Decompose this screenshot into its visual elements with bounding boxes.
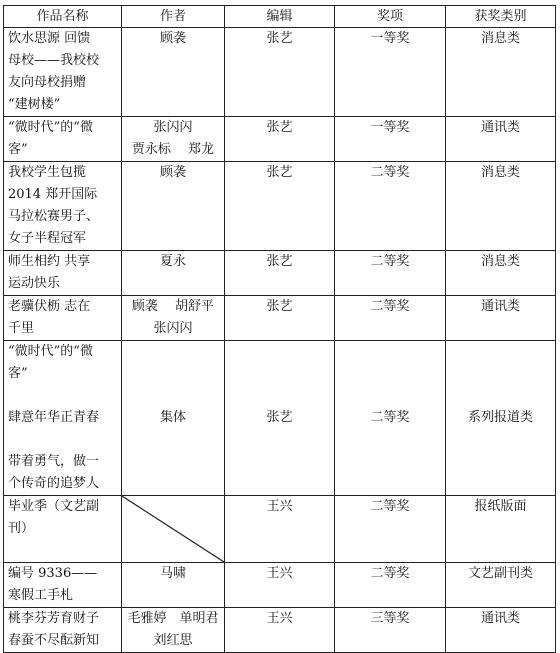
award-cell: 一等奖 (335, 117, 446, 162)
editor-cell: 张艺 (225, 117, 335, 162)
table-row (4, 341, 556, 496)
award-cell: 二等奖 (335, 162, 446, 251)
diagonal-strike-line (122, 496, 224, 562)
award-cell: 二等奖 (335, 296, 446, 341)
editor-cell: 王兴 (225, 608, 335, 653)
category-cell: 消息类 (446, 162, 556, 251)
author-cell: 夏永 (122, 251, 225, 296)
table-row (4, 117, 556, 162)
award-cell: 二等奖 (335, 496, 446, 563)
header-editor: 编辑 (225, 6, 335, 28)
work-title: 我校学生包揽 2014 郑开国际 马拉松赛男子、 女子半程冠军 (4, 162, 122, 251)
work-title: 桃李芬芳育财子 春蚕不尽酝新知 (4, 608, 122, 653)
work-title: 编号 9336—— 寒假工手札 (4, 563, 122, 608)
table-row (4, 251, 556, 296)
awards-table (3, 5, 556, 653)
table-row (4, 162, 556, 251)
header-row (4, 6, 556, 28)
editor-cell: 张艺 (225, 341, 335, 496)
editor-cell: 张艺 (225, 28, 335, 117)
category-cell: 消息类 (446, 28, 556, 117)
award-cell: 三等奖 (335, 608, 446, 653)
work-title: 老骥伏枥 志在 千里 (4, 296, 122, 341)
table-row (4, 608, 556, 653)
header-award: 奖项 (335, 6, 446, 28)
category-cell: 报纸版面 (446, 496, 556, 563)
header-author: 作者 (122, 6, 225, 28)
award-cell: 二等奖 (335, 251, 446, 296)
author-cell: 顾袭 (122, 162, 225, 251)
author-cell: 顾袭 (122, 28, 225, 117)
editor-cell: 王兴 (225, 496, 335, 563)
empty-author-cell (122, 496, 225, 563)
author-cell: 顾袭 胡舒平 张闪闪 (122, 296, 225, 341)
category-cell: 文艺副刊类 (446, 563, 556, 608)
category-cell: 通讯类 (446, 117, 556, 162)
work-title: “微时代”的“微 客” (4, 117, 122, 162)
work-title: “微时代”的“微 客” 肆意年华正青春 带着勇气，做一 个传奇的追梦人 (4, 341, 122, 496)
category-cell: 通讯类 (446, 608, 556, 653)
editor-cell: 张艺 (225, 162, 335, 251)
table-row (4, 496, 556, 563)
author-cell: 集体 (122, 341, 225, 496)
editor-cell: 张艺 (225, 296, 335, 341)
category-cell: 系列报道类 (446, 341, 556, 496)
work-title: 饮水思源 回馈 母校——我校校 友向母校捐赠 “建树楼” (4, 28, 122, 117)
table-row (4, 28, 556, 117)
author-cell: 张闪闪 贾永标 郑龙 (122, 117, 225, 162)
editor-cell: 王兴 (225, 563, 335, 608)
table-row (4, 296, 556, 341)
award-cell: 一等奖 (335, 28, 446, 117)
table-row (4, 563, 556, 608)
author-cell: 马啸 (122, 563, 225, 608)
award-cell: 二等奖 (335, 563, 446, 608)
author-cell: 毛雅婷 单明君 刘红思 (122, 608, 225, 653)
header-category: 获奖类别 (446, 6, 556, 28)
category-cell: 通讯类 (446, 296, 556, 341)
header-title: 作品名称 (4, 6, 122, 28)
category-cell: 消息类 (446, 251, 556, 296)
work-title: 毕业季（文艺副 刊） (4, 496, 122, 563)
editor-cell: 张艺 (225, 251, 335, 296)
work-title: 师生相约 共享 运动快乐 (4, 251, 122, 296)
award-cell: 二等奖 (335, 341, 446, 496)
